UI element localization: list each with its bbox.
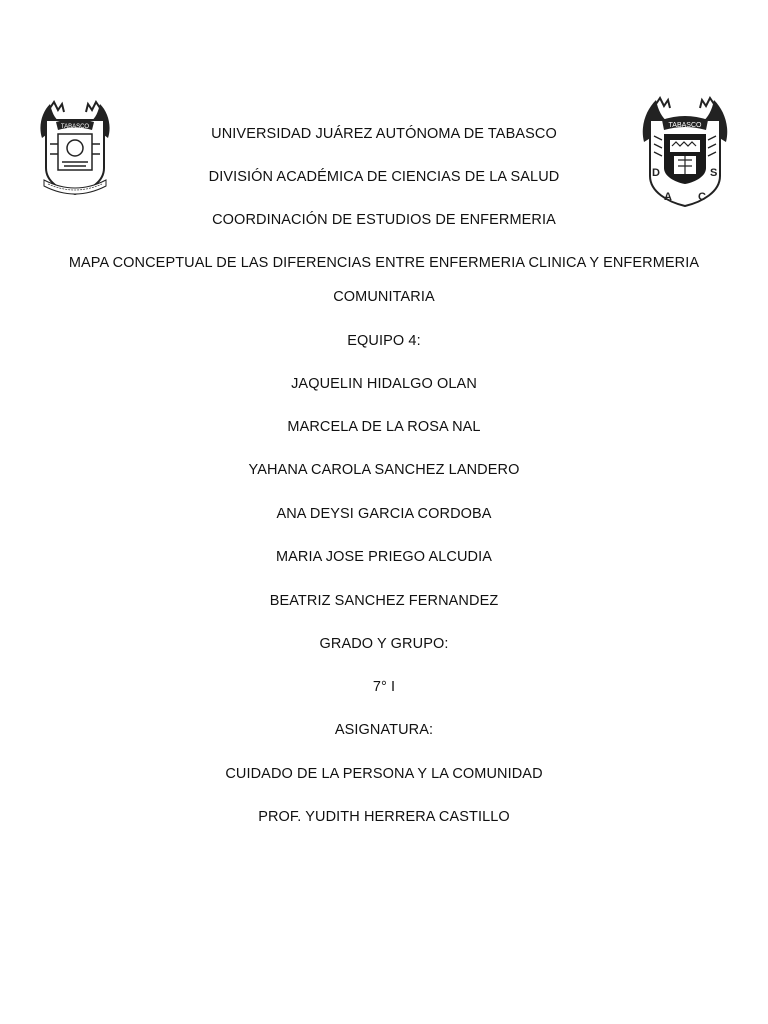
left-seal-banner: TABASCO	[60, 124, 90, 130]
subject-label: ASIGNATURA:	[334, 722, 434, 738]
dacs-letter-s: S	[710, 167, 718, 179]
subject-value: CUIDADO DE LA PERSONA Y LA COMUNIDAD	[225, 766, 543, 782]
team-member: YAHANA CAROLA SANCHEZ LANDERO	[248, 462, 520, 478]
university-name: UNIVERSIDAD JUÁREZ AUTÓNOMA DE TABASCO	[211, 126, 557, 142]
division-name: DIVISIÓN ACADÉMICA DE CIENCIAS DE LA SALUD	[208, 169, 560, 185]
dacs-letter-a: A	[664, 191, 672, 203]
team-member: ANA DEYSI GARCIA CORDOBA	[276, 506, 492, 522]
team-member: MARCELA DE LA ROSA NAL	[287, 419, 481, 435]
team-member: MARIA JOSE PRIEGO ALCUDIA	[275, 549, 493, 565]
team-member: BEATRIZ SANCHEZ FERNANDEZ	[269, 593, 499, 609]
dacs-letter-d: D	[652, 167, 660, 179]
group-label: GRADO Y GRUPO:	[319, 636, 449, 652]
document-title-line1: MAPA CONCEPTUAL DE LAS DIFERENCIAS ENTRE ENFERMERIA CLINICA Y ENFERMERIA	[68, 255, 700, 271]
team-member: JAQUELIN HIDALGO OLAN	[291, 376, 477, 392]
document-title-line2: COMUNITARIA	[333, 289, 435, 305]
team-label: EQUIPO 4:	[347, 333, 421, 349]
coordination-name: COORDINACIÓN DE ESTUDIOS DE ENFERMERIA	[212, 212, 556, 228]
right-seal-banner: TABASCO	[668, 122, 702, 129]
dacs-seal-icon	[640, 96, 730, 210]
group-value: 7° I	[372, 679, 396, 695]
professor-name: PROF. YUDITH HERRERA CASTILLO	[258, 809, 510, 825]
dacs-letter-c: C	[698, 191, 706, 203]
